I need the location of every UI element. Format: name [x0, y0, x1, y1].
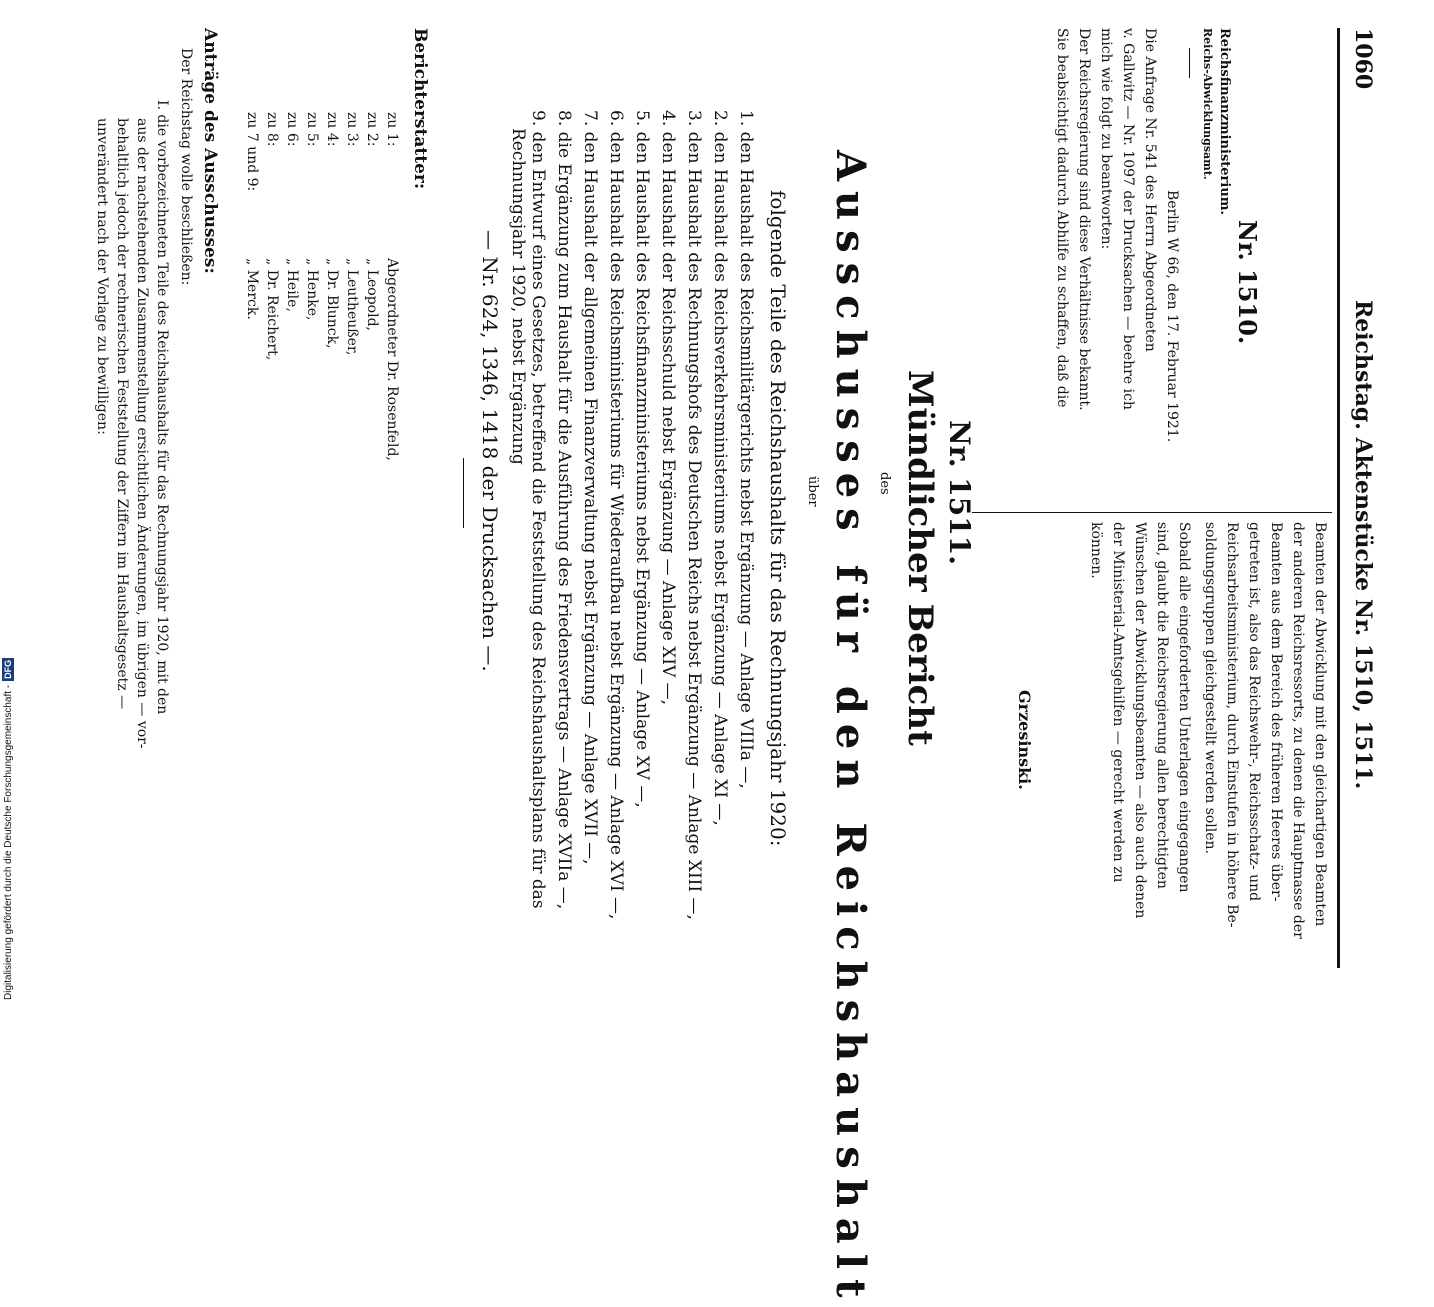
rapporteur-item: zu 5:	[304, 112, 320, 147]
body-line: können.	[1088, 522, 1104, 579]
rapporteur-name: „ Merck.	[244, 258, 260, 320]
rapporteur-item: zu 8:	[264, 112, 280, 147]
rapporteur-name: „ Leopold,	[364, 258, 380, 331]
rapporteur-name: „ Leutheußer,	[344, 258, 360, 356]
motion-line: unverändert nach der Vorlage zu bewilligen:	[94, 118, 110, 435]
section-rule	[463, 458, 464, 528]
rapporteur-name: „ Dr. Reichert,	[264, 258, 280, 361]
body-line: Beamten der Abwicklung mit den gleichartigen Beamten	[1312, 522, 1328, 927]
body-line: der Ministerial-Amtsgehilfen — gerecht werden zu	[1110, 522, 1126, 883]
article-des: des	[877, 472, 892, 495]
body-line: Der Reichsregierung sind diese Verhältnisse bekannt.	[1076, 28, 1092, 411]
rapporteur-item: zu 4:	[324, 112, 340, 147]
rapporteur-name: „ Henke,	[304, 258, 320, 321]
body-line: sind, glaubt die Reichsregierung allen berechtigten	[1154, 522, 1170, 889]
committee-title: Ausschusses für den Reichshaushalt	[827, 150, 874, 1307]
motions-lead: Der Reichstag wolle beschließen:	[178, 48, 194, 286]
motion-line: I. die vorbezeichneten Teile des Reichshaushalts für das Rechnungsjahr 1920, mit den	[154, 100, 170, 715]
rapporteur-name: „ Dr. Blunck,	[324, 258, 340, 349]
column-divider	[972, 512, 1332, 513]
short-rule	[1189, 48, 1190, 78]
rapporteur-name: Abgeordneter Dr. Rosenfeld,	[384, 258, 400, 461]
running-header: Reichstag. Aktenstücke Nr. 1510, 1511.	[1350, 300, 1376, 790]
body-line: Reichsarbeitsministerium, durch Einstufen in höhere Be-	[1224, 522, 1240, 928]
rapporteur-item: zu 1:	[384, 112, 400, 147]
signature: Grzesinski.	[1015, 690, 1034, 790]
rapporteur-item: zu 3:	[344, 112, 360, 147]
motion-line: behaltlich jedoch der rechnerischen Feststellung der Ziffern im Haushaltsgesetz —	[114, 118, 130, 710]
footer-text: Digitalisierung gefördert durch die Deutsche Forschungsgemeinschaft -	[3, 684, 14, 1000]
budget-item: 2. den Haushalt des Reichsverkehrsministeriums nebst Ergänzung — Anlage XI —,	[710, 110, 730, 826]
rapporteur-item: zu 2:	[364, 112, 380, 147]
ministry-name: Reichsfinanzministerium.	[1217, 28, 1232, 216]
body-line: getreten ist, also das Reichswehr-, Reichsschatz- und	[1246, 522, 1262, 902]
rapporteur-item: zu 7 und 9:	[244, 112, 260, 192]
document-number-1511: Nr. 1511.	[943, 420, 976, 565]
budget-item: 8. die Ergänzung zum Haushalt für die Ausführung des Friedensvertrags — Anlage XVIIa —,	[554, 110, 574, 910]
preposition-ueber: über	[805, 476, 820, 507]
budget-item: 3. den Haushalt des Rechnungshofs des Deutschen Reichs nebst Ergänzung — Anlage XIII —,	[684, 110, 704, 920]
budget-item-continuation: Rechnungsjahr 1920, nebst Ergänzung	[508, 128, 528, 465]
body-line: mich wie folgt zu beantworten:	[1098, 28, 1114, 250]
body-line: Wünschen der Abwicklungsbeamten — also auch denen	[1132, 522, 1148, 919]
rapporteurs-heading: Berichterstatter:	[410, 28, 430, 190]
body-line: Sie beabsichtigt dadurch Abhilfe zu schaffen, daß die	[1054, 28, 1070, 408]
motion-line: aus der nachstehenden Zusammenstellung ersichtlichen Änderungen, im übrigen — vor-	[134, 118, 150, 749]
budget-item: 5. den Haushalt des Reichsfinanzministeriums nebst Ergänzung — Anlage XV —,	[632, 110, 652, 808]
body-line: der anderen Reichsressorts, zu denen die Hauptmasse der	[1290, 522, 1306, 939]
body-line: Sobald alle eingeforderten Unterlagen eingegangen	[1176, 522, 1192, 893]
body-line: Die Anfrage Nr. 541 des Herrn Abgeordneten	[1142, 28, 1158, 352]
document-number-1510: Nr. 1510.	[1233, 220, 1262, 345]
dfg-logo: DFG	[3, 659, 13, 679]
page-number: 1060	[1350, 28, 1376, 90]
place-date: Berlin W 66, den 17. Februar 1921.	[1164, 190, 1180, 443]
body-line: soldungsgruppen gleichgestellt werden sollen.	[1202, 522, 1218, 855]
drucksachen-reference: — Nr. 624, 1346, 1418 der Drucksachen —.	[478, 230, 502, 672]
budget-item: 9. den Entwurf eines Gesetzes, betreffend die Feststellung des Reichshaushaltsplans für das	[528, 110, 548, 909]
office-name: Reichs-Abwicklungsamt.	[1201, 28, 1214, 180]
motions-heading: Anträge des Ausschusses:	[200, 28, 220, 274]
rapporteur-item: zu 6:	[284, 112, 300, 147]
digitization-footer	[2, 658, 14, 1000]
header-rule	[1337, 28, 1340, 968]
budget-item: 6. den Haushalt des Reichsministeriums für Wiederaufbau nebst Ergänzung — Anlage XVI —,	[606, 110, 626, 920]
budget-item: 1. den Haushalt des Reichsmilitärgerichts nebst Ergänzung — Anlage VIIIa —,	[736, 110, 756, 789]
budget-item: 7. den Haushalt der allgemeinen Finanzverwaltung nebst Ergänzung — Anlage XVII —,	[580, 110, 600, 865]
intro-line: folgende Teile des Reichshaushalts für das Rechnungsjahr 1920:	[766, 190, 790, 847]
rapporteur-name: „ Heile,	[284, 258, 300, 312]
body-line: Beamten aus dem Bereich des früheren Heeres über-	[1268, 522, 1284, 902]
budget-item: 4. den Haushalt der Reichsschuld nebst Ergänzung — Anlage XIV —,	[658, 110, 678, 706]
report-title: Mündlicher Bericht	[900, 370, 940, 746]
body-line: v. Gallwitz — Nr. 1097 der Drucksachen — beehre ich	[1120, 28, 1136, 410]
